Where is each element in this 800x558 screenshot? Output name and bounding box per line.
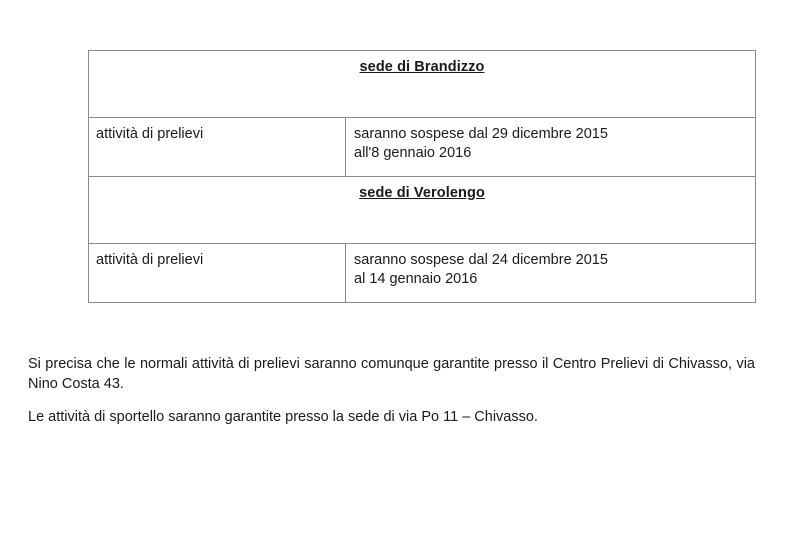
table-row-activity-verolengo — [89, 244, 756, 303]
venue-title: sede di Brandizzo — [359, 59, 485, 75]
activity-period-cell — [346, 244, 756, 303]
paragraph-guarantee: Si precisa che le normali attività di prelievi saranno comunque garantite presso il Centro Prelievi di Chivasso, via Nino Costa 43. — [28, 355, 755, 393]
venue-header-cell — [89, 177, 756, 244]
period-line-1: saranno sospese dal 24 dicembre 2015 — [354, 252, 608, 268]
paragraph-counter-service: Le attività di sportello saranno garantite presso la sede di via Po 11 – Chivasso. — [28, 408, 538, 425]
table-row-venue-verolengo — [89, 177, 756, 244]
venue-header-cell — [89, 51, 756, 118]
period-line-2: all'8 gennaio 2016 — [354, 144, 472, 161]
table-row-venue-brandizzo — [89, 51, 756, 118]
period-line-2: al 14 gennaio 2016 — [354, 270, 478, 287]
table-row-activity-brandizzo — [89, 118, 756, 177]
activity-label-cell: attività di prelievi — [89, 244, 346, 303]
activity-period-cell — [346, 118, 756, 177]
period-line-1: saranno sospese dal 29 dicembre 2015 — [354, 126, 608, 142]
suspension-schedule-table — [88, 50, 756, 303]
venue-title: sede di Verolengo — [359, 185, 485, 201]
activity-label-cell: attività di prelievi — [89, 118, 346, 177]
